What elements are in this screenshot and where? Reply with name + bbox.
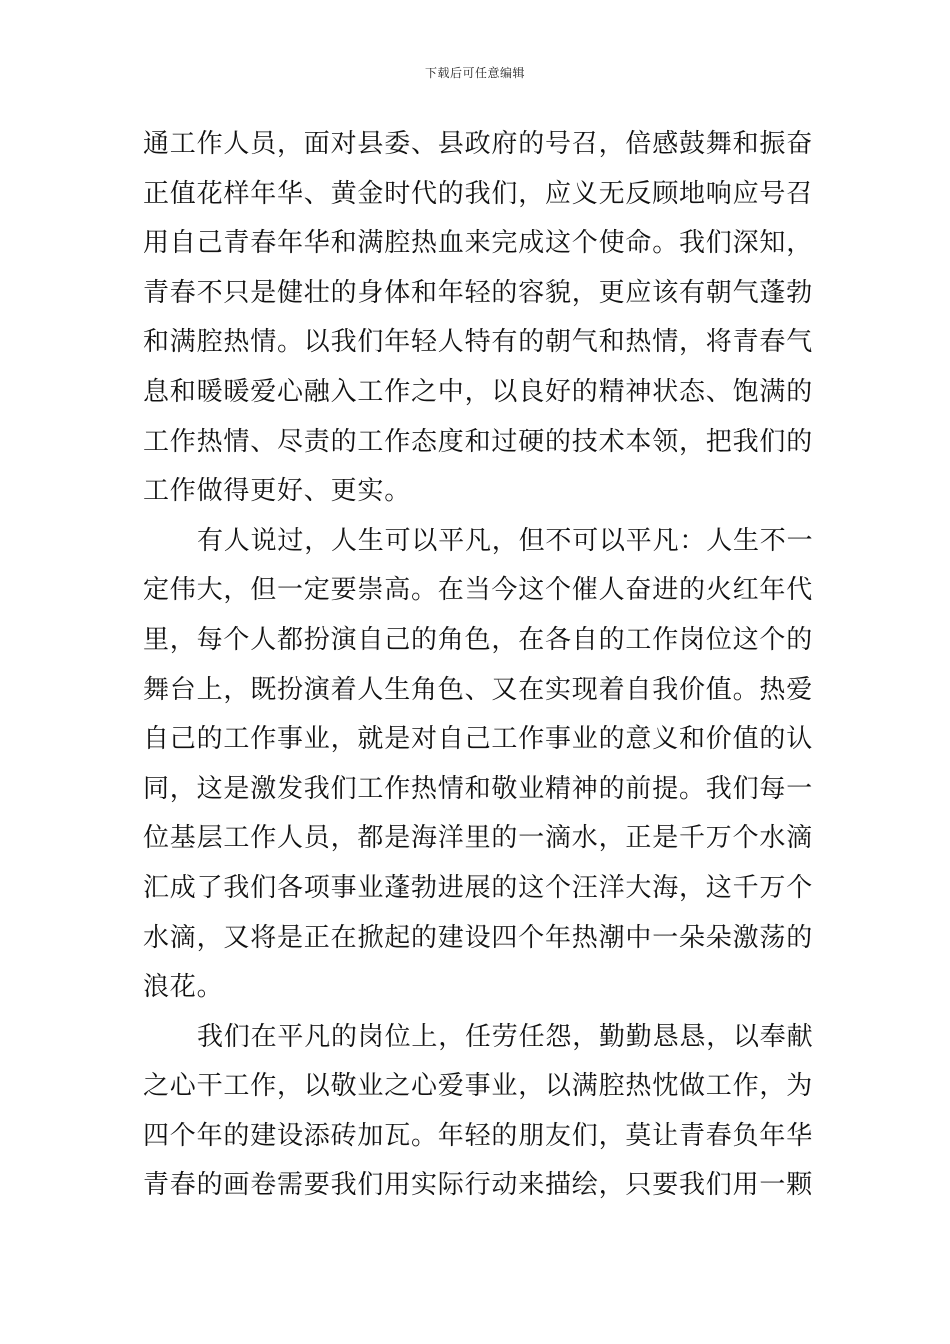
text-line: 息和暖暖爱心融入工作之中，以良好的精神状态、饱满的 xyxy=(143,376,814,407)
document-body xyxy=(143,120,814,1211)
text-line: 里，每个人都扮演自己的角色，在各自的工作岗位这个的 xyxy=(143,624,814,655)
text-line: 舞台上，既扮演着人生角色、又在实现着自我价值。热爱 xyxy=(143,674,814,705)
text-line: 汇成了我们各项事业蓬勃进展的这个汪洋大海，这千万个 xyxy=(143,872,814,903)
text-line: 青春的画卷需要我们用实际行动来描绘，只要我们用一颗 xyxy=(143,1170,814,1201)
paragraph-3 xyxy=(143,1013,814,1211)
text-line: 通工作人员，面对县委、县政府的号召，倍感鼓舞和振奋 xyxy=(143,129,814,159)
paragraph-2 xyxy=(143,517,814,1013)
text-line: 工作热情、尽责的工作态度和过硬的技术本领，把我们的 xyxy=(143,426,814,457)
text-line: 之心干工作，以敬业之心爱事业，以满腔热忱做工作，为 xyxy=(143,1071,814,1102)
text-line: 四个年的建设添砖加瓦。年轻的朋友们，莫让青春负年华 xyxy=(143,1120,814,1151)
text-line: 用自己青春年华和满腔热血来完成这个使命。我们深知， xyxy=(143,228,814,259)
text-line: 和满腔热情。以我们年轻人特有的朝气和热情，将青春气 xyxy=(143,327,814,358)
text-line: 工作做得更好、更实。 xyxy=(143,476,412,507)
paragraph-1 xyxy=(143,120,814,517)
text-line: 同，这是激发我们工作热情和敬业精神的前提。我们每一 xyxy=(143,773,814,804)
page-header: 下载后可任意编辑 xyxy=(424,66,525,80)
text-line: 青春不只是健壮的身体和年轻的容貌，更应该有朝气蓬勃 xyxy=(143,277,814,308)
text-line: 有人说过，人生可以平凡，但不可以平凡：人生不一 xyxy=(197,525,814,556)
text-line: 自己的工作事业，就是对自己工作事业的意义和价值的认 xyxy=(143,724,814,755)
text-line: 浪花。 xyxy=(143,972,224,1003)
text-line: 水滴，又将是正在掀起的建设四个年热潮中一朵朵激荡的 xyxy=(143,922,814,953)
text-line: 定伟大，但一定要崇高。在当今这个催人奋进的火红年代 xyxy=(143,575,814,606)
text-line: 位基层工作人员，都是海洋里的一滴水，正是千万个水滴 xyxy=(143,823,814,854)
text-line: 正值花样年华、黄金时代的我们，应义无反顾地响应号召 xyxy=(143,178,814,209)
text-line: 我们在平凡的岗位上，任劳任怨，勤勤恳恳，以奉献 xyxy=(197,1021,814,1052)
